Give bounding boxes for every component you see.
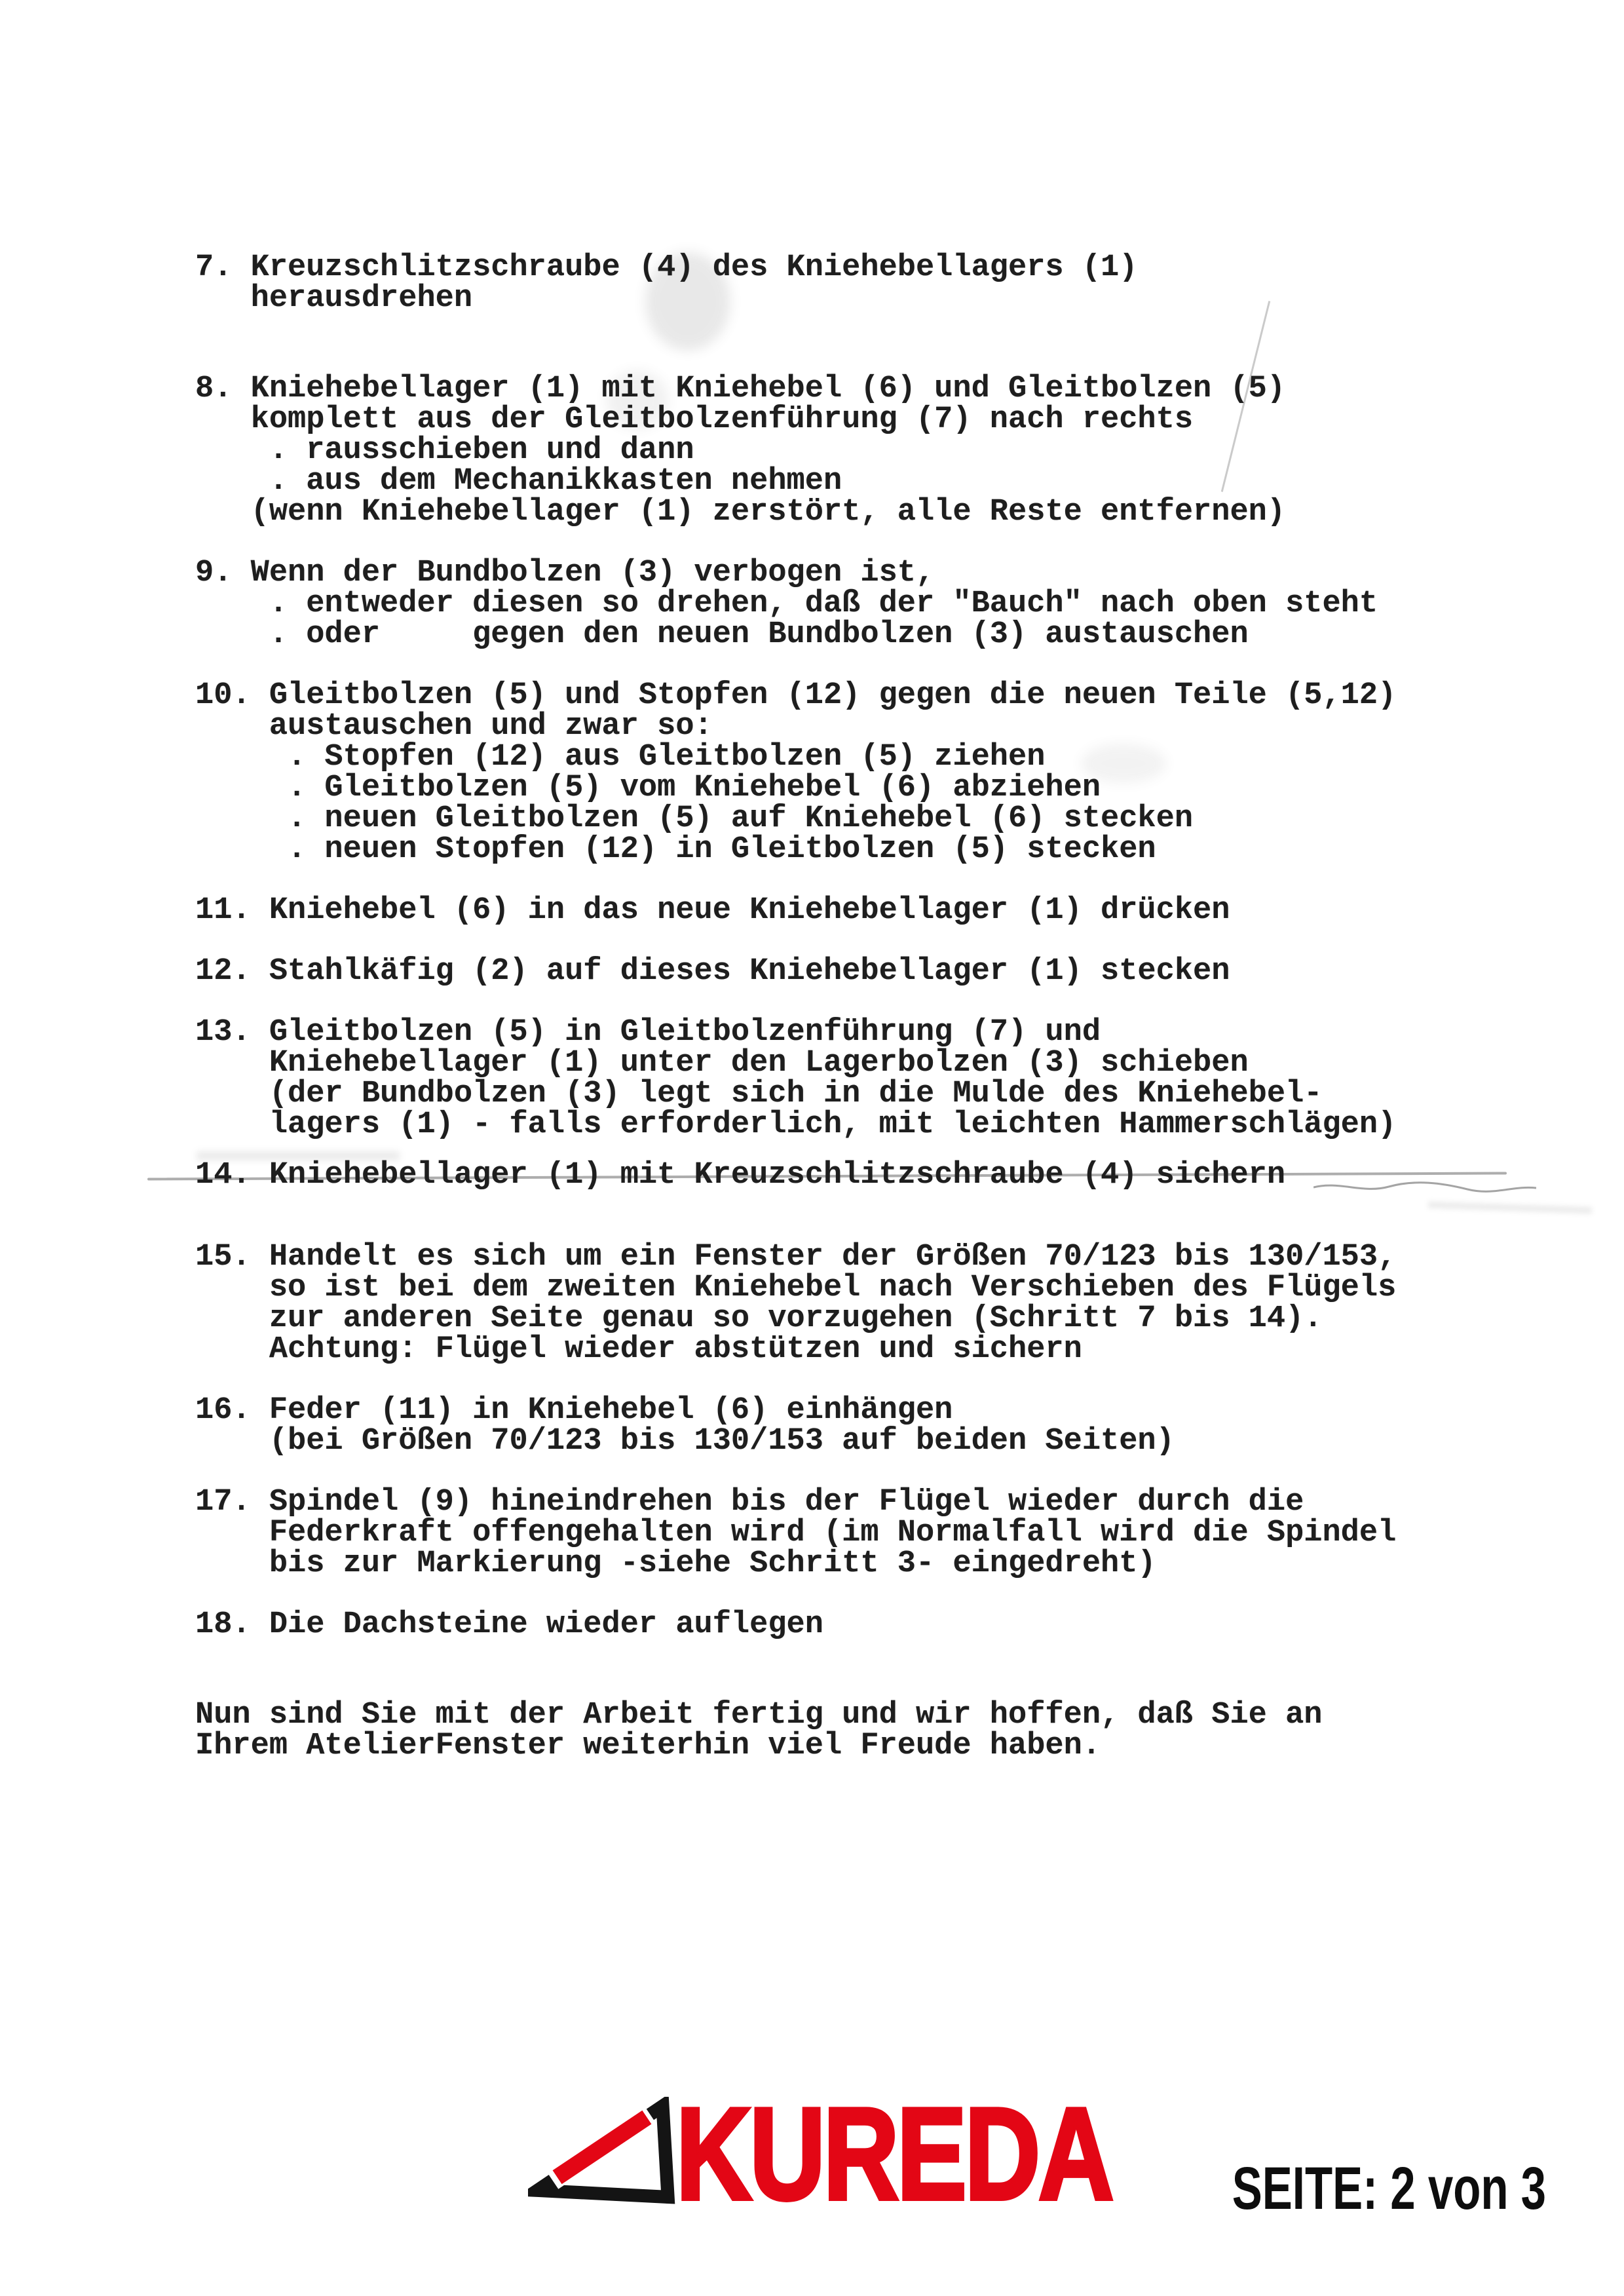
instruction-line: zur anderen Seite genau so vorzugehen (Schritt 7 bis 14). (195, 1301, 1323, 1336)
instruction-line: Kniehebellager (1) unter den Lagerbolzen (3) schieben (195, 1046, 1249, 1081)
instruction-line: lagers (1) - falls erforderlich, mit leichten Hammerschlägen) (195, 1107, 1397, 1142)
instruction-item-7 (195, 252, 1505, 314)
instruction-line: 13. Gleitbolzen (5) in Gleitbolzenführung (7) und (195, 1015, 1101, 1050)
instruction-line: austauschen und zwar so: (195, 709, 713, 744)
instruction-line: (bei Größen 70/123 bis 130/153 auf beiden Seiten) (195, 1424, 1175, 1459)
closing-paragraph (195, 1700, 1505, 1761)
instruction-line: 12. Stahlkäfig (2) auf dieses Kniehebellager (1) stecken (195, 954, 1230, 989)
instruction-item-12 (195, 956, 1505, 987)
instruction-item-18 (195, 1609, 1505, 1640)
instruction-item-15 (195, 1242, 1505, 1365)
instruction-item-8 (195, 373, 1505, 527)
instruction-item-16 (195, 1395, 1505, 1457)
instruction-line: (wenn Kniehebellager (1) zerstört, alle Reste entfernen) (195, 495, 1286, 529)
instruction-item-17 (195, 1487, 1505, 1579)
instruction-line: so ist bei dem zweiten Kniehebel nach Verschieben des Flügels (195, 1271, 1397, 1305)
instruction-line: bis zur Markierung -siehe Schritt 3- eingedreht) (195, 1546, 1156, 1581)
instruction-line: 18. Die Dachsteine wieder auflegen (195, 1607, 823, 1642)
instruction-line: 8. Kniehebellager (1) mit Kniehebel (6) und Gleitbolzen (5) (195, 372, 1286, 406)
instruction-item-9 (195, 558, 1505, 650)
instruction-line: . rausschieben und dann (195, 433, 694, 468)
instruction-document (195, 252, 1505, 1761)
instruction-line: . aus dem Mechanikkasten nehmen (195, 464, 842, 499)
instruction-line: . oder gegen den neuen Bundbolzen (3) austauschen (195, 617, 1249, 652)
closing-line: Nun sind Sie mit der Arbeit fertig und wir hoffen, daß Sie an (195, 1698, 1323, 1732)
instruction-line: . neuen Stopfen (12) in Gleitbolzen (5) stecken (195, 832, 1156, 867)
instruction-line: . neuen Gleitbolzen (5) auf Kniehebel (6) stecken (195, 801, 1194, 836)
instruction-line: Achtung: Flügel wieder abstützen und sichern (195, 1332, 1082, 1367)
instruction-item-10 (195, 680, 1505, 865)
instruction-line: 7. Kreuzschlitzschraube (4) des Kniehebellagers (1) (195, 250, 1138, 285)
instruction-line: . Stopfen (12) aus Gleitbolzen (5) ziehen (195, 740, 1046, 775)
closing-line: Ihrem AtelierFenster weiterhin viel Freude haben. (195, 1729, 1101, 1763)
brand-wordmark: KUREDA (676, 2081, 1112, 2227)
instruction-item-13 (195, 1017, 1505, 1140)
instruction-line: 10. Gleitbolzen (5) und Stopfen (12) gegen die neuen Teile (5,12) (195, 678, 1397, 713)
instruction-line: . entweder diesen so drehen, daß der "Bauch" nach oben steht (195, 586, 1378, 621)
instruction-line: Federkraft offengehalten wird (im Normalfall wird die Spindel (195, 1516, 1397, 1550)
instruction-line: 14. Kniehebellager (1) mit Kreuzschlitzschraube (4) sichern (195, 1158, 1286, 1193)
instruction-line: . Gleitbolzen (5) vom Kniehebel (6) abziehen (195, 771, 1101, 805)
page-indicator: SEITE: 2 von 3 (1232, 2155, 1546, 2222)
instruction-line: herausdrehen (195, 281, 473, 316)
instruction-line: 16. Feder (11) in Kniehebel (6) einhängen (195, 1393, 953, 1428)
instruction-list (195, 252, 1505, 1640)
instruction-item-11 (195, 895, 1505, 926)
instruction-line: komplett aus der Gleitbolzenführung (7) nach rechts (195, 402, 1194, 437)
instruction-line: 9. Wenn der Bundbolzen (3) verbogen ist, (195, 556, 935, 590)
instruction-line: 17. Spindel (9) hineindrehen bis der Flügel wieder durch die (195, 1485, 1304, 1520)
instruction-item-14 (195, 1160, 1505, 1191)
instruction-line: 15. Handelt es sich um ein Fenster der Größen 70/123 bis 130/153, (195, 1240, 1397, 1274)
kureda-triangle-icon (528, 2097, 680, 2206)
instruction-line: 11. Kniehebel (6) in das neue Kniehebellager (1) drücken (195, 893, 1230, 928)
instruction-line: (der Bundbolzen (3) legt sich in die Mulde des Kniehebel- (195, 1077, 1323, 1111)
